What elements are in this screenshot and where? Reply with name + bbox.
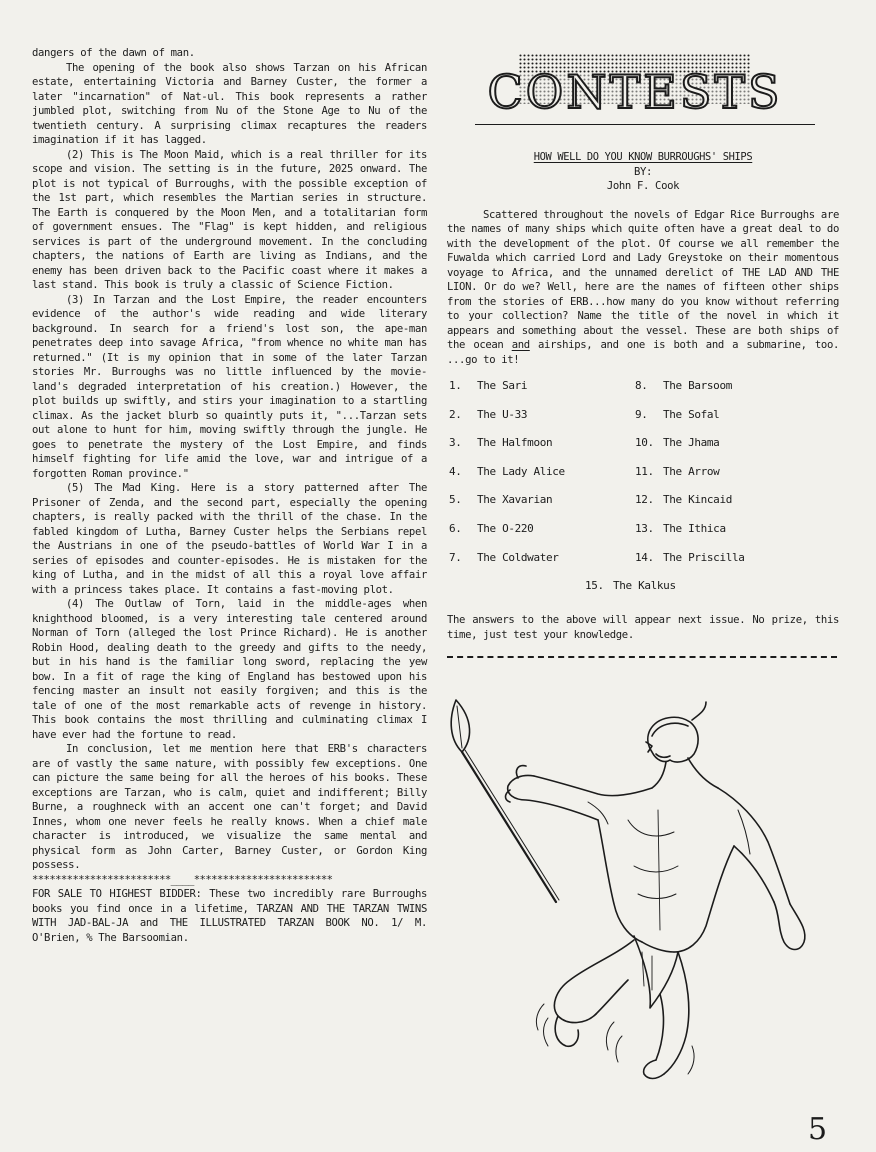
ship-item	[449, 522, 533, 537]
ship-name: The Lady Alice	[477, 464, 565, 478]
ship-number: 11.	[635, 464, 654, 478]
ship-item	[635, 465, 719, 480]
paragraph-outlaw-of-torn: (4) The Outlaw of Torn, laid in the middle-ages when knighthood bloomed, is a very interesting tale centered around Norman of Torn (alleged the lost Prince Richard). He is another Robin Hood, dealing death to the greedy and gifts to the needy, but in his hand is the familiar long sword, replacing the yew bow. In a fit of rage the king of England has bestowed upon his fencing master an insult not easily forgiven; and this is the tale of one of the most remarkable acts of revenge in history. This book contains the most thrilling and culminating climax I have ever had the fortune to read.	[32, 598, 427, 741]
ship-item	[635, 493, 732, 508]
ship-number: 10.	[635, 436, 654, 450]
ship-item	[449, 408, 527, 423]
ship-item	[635, 408, 719, 423]
ship-number: 9.	[635, 407, 648, 421]
ship-name: The Arrow	[663, 464, 720, 478]
paragraph-opening: The opening of the book also shows Tarzan on his African estate, entertaining Victoria and Barney Custer, the former a later "incarnation" of Nat-ul. This book represents a rather jumbled plot, switching from Nu of the Stone Age to Nu of the twentieth century. A surprising climax recaptures the readers imagination if it has lagged.	[32, 61, 427, 146]
answers-note: The answers to the above will appear next issue. No prize, this time, just test your knowledge.	[447, 614, 839, 641]
ship-name: The Priscilla	[663, 550, 745, 564]
paragraph-mad-king: (5) The Mad King. Here is a story patterned after The Prisoner of Zenda, and the second part, especially the opening chapters, is really packed with the thrill of the chase. In the fabled kingdom of Lutha, Barney Custer helps the Serbians repel the Austrians in one of the pseudo-battles of World War I in a series of episodes and counter-episodes. He is mistaken for the king of Lutha, and in the midst of all this a royal love affair with a princess takes place. It contains a fast-moving plot.	[32, 482, 427, 596]
ship-list	[447, 379, 839, 607]
ship-name: The Xavarian	[477, 493, 553, 507]
ship-name: The Kincaid	[663, 493, 732, 507]
byline-label: BY:	[633, 165, 653, 178]
ship-name: The Ithica	[663, 522, 726, 535]
dashed-divider	[447, 656, 837, 658]
contest-title: HOW WELL DO YOU KNOW BURROUGHS' SHIPS	[533, 151, 753, 163]
ship-number: 2.	[449, 407, 462, 421]
ship-name: The Jhama	[663, 436, 720, 450]
ship-name: The Kalkus	[613, 579, 676, 593]
ship-name: The Barsoom	[663, 379, 732, 392]
ship-number: 1.	[449, 379, 462, 392]
ship-name: The Sofal	[663, 407, 720, 421]
ship-name: The O-220	[477, 522, 534, 535]
intro-underlined-word: and	[511, 339, 530, 351]
contests-logo	[487, 54, 783, 119]
ship-item	[635, 522, 726, 537]
ship-item	[635, 551, 745, 566]
ship-item	[635, 436, 719, 451]
ship-number: 6.	[449, 522, 462, 535]
contests-header	[447, 54, 839, 124]
header-rule	[475, 124, 815, 125]
ship-name: The U-33	[477, 407, 528, 421]
paragraph-moon-maid: (2) This is The Moon Maid, which is a real thriller for its scope and vision. The setting is in the future, 2025 onward. The plot is not typical of Burroughs, with the possible exception of the 1st part, which resembles the Martian series in structure. The Earth is conquered by the Moon Men, and a totalitarian form of government ensues. The "Flag" is kept hidden, and religious services is part of the underground movement. In the concluding chapters, the nations of Earth are living as Indians, and the enemy has been driven back to the Pacific coast where it makes a last stand. This book is truly a classic of Science Fiction.	[32, 148, 427, 291]
tarzan-illustration	[438, 690, 838, 1090]
left-column	[32, 46, 427, 945]
ship-number: 3.	[449, 436, 462, 450]
ship-number: 13.	[635, 522, 654, 535]
ship-item	[585, 579, 676, 594]
for-sale-notice: FOR SALE TO HIGHEST BIDDER: These two incredibly rare Burroughs books you find once in a lifetime, TARZAN AND THE TARZAN TWINS WITH JAD-BAL-JA and THE ILLUSTRATED TARZAN BOOK NO. 1/ M. O'Brien, % The Barsoomian.	[32, 888, 427, 944]
paragraph-conclusion: In conclusion, let me mention here that ERB's characters are of vastly the same nature, with possibly few exceptions. One can picture the same being for all the heroes of his books. These exceptions are Tarzan, who is calm, quiet and indifferent; Billy Burne, a roughneck with an accent one can't forget; and David Innes, whom one never feels he really knows. When a chief male character is introduced, we visualize the same mental and physical form as John Carter, Barney Custer, or Gordon King possess.	[32, 743, 427, 871]
ship-item	[449, 493, 552, 508]
ship-item	[449, 436, 552, 451]
intro-text: Scattered throughout the novels of Edgar Rice Burroughs are the names of many ships which quite often have a great deal to do with the development of the plot. Of course we all remember the Fuwalda which carried Lord and Lady Greystoke on their momentous voyage to Africa, and the unnamed derelict of THE LAD AND THE LION. Or do we? Well, here are the names of fifteen other ships from the stories of ERB...how many do you know without referring to your collection? Name the title of the novel in which it appears and something about the vessel. These are both ships of the ocean	[447, 208, 839, 351]
paragraph-lost-empire: (3) In Tarzan and the Lost Empire, the reader encounters evidence of the author's wide reading and wide literary background. In search for a friend's lost son, the ape-man penetrates deep into savage Africa, "from whence no white man has returned." (It is my opinion that in some of the later Tarzan stories Mr. Burroughs was no little influenced by the movie-land's degraded interpretation of his creation.) However, the plot builds up swiftly, and stirs your imagination to a startling climax. As the jacket blurb so quaintly puts it, "...Tarzan sets out alone to hunt for him, moving swiftly through the jungle. He goes to penetrate the mystery of the Lost Empire, and finds himself fighting for life amid the love, war and intrigue of a forgotten Roman province."	[32, 293, 427, 480]
ship-number: 12.	[635, 493, 654, 507]
ship-name: The Sari	[477, 379, 528, 392]
ship-number: 14.	[635, 550, 654, 564]
ship-item	[449, 551, 559, 566]
ship-name: The Coldwater	[477, 550, 559, 564]
contest-intro	[447, 208, 839, 368]
star-separator: ************************____************************	[32, 873, 333, 886]
ship-number: 4.	[449, 464, 462, 478]
ship-item	[635, 379, 732, 394]
ship-number: 5.	[449, 493, 462, 507]
ship-item	[449, 465, 565, 480]
ship-number: 8.	[635, 379, 648, 392]
page-number: 5	[808, 1112, 828, 1147]
paragraph-continuation: dangers of the dawn of man.	[32, 47, 195, 59]
ship-number: 7.	[449, 550, 462, 564]
contests-logo-text: CONTESTS	[487, 65, 783, 119]
author-name: John F. Cook	[606, 180, 680, 192]
ship-name: The Halfmoon	[477, 436, 553, 450]
intro-text-end: airships, and one is both and a submarine, too. ...go to it!	[447, 339, 840, 366]
ship-number: 15.	[585, 579, 604, 593]
ship-item	[449, 379, 527, 394]
right-column	[447, 54, 839, 658]
